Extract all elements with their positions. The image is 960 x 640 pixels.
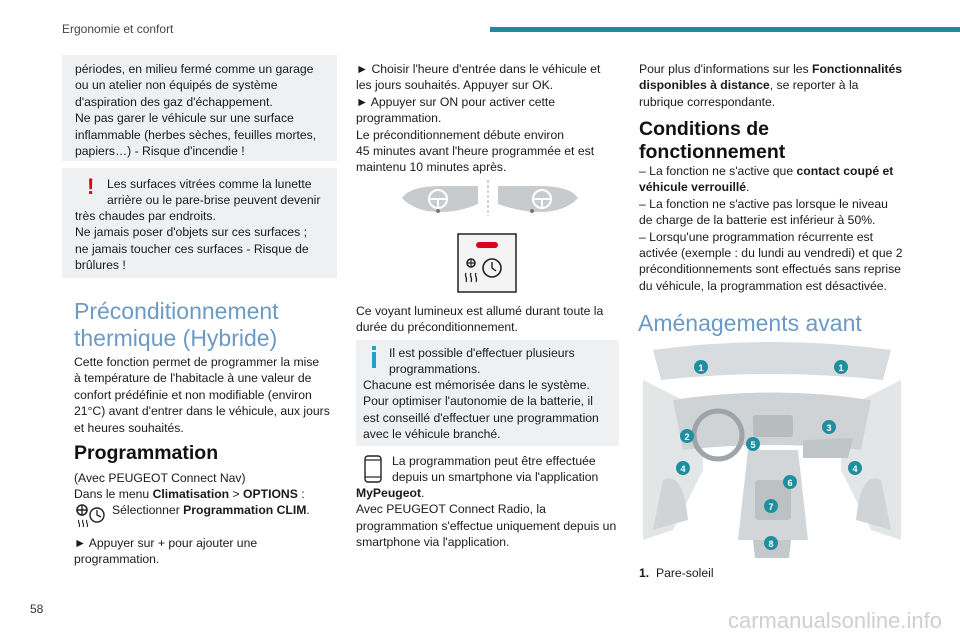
text-line: les jours souhaités. Appuyer sur OK. — [356, 78, 554, 93]
text-line: ► Choisir l'heure d'entrée dans le véhicule et — [356, 62, 601, 76]
callout-badge — [783, 475, 797, 489]
info-text — [363, 377, 617, 443]
text-line: arrière ou le pare-brise peuvent devenir — [107, 193, 321, 208]
text-line: programmation s'effectue uniquement depuis un — [356, 518, 617, 533]
text-line: inflammable (herbes sèches, feuilles mortes, — [75, 127, 317, 142]
text-line: programmations. — [389, 362, 481, 377]
text-line: 45 minutes avant l'heure programmée et est — [356, 144, 595, 159]
callout-badge — [764, 536, 778, 550]
callout-badge — [676, 461, 690, 475]
callout-badge — [834, 360, 848, 374]
info-text-first — [389, 345, 615, 378]
callout-badge — [848, 461, 862, 475]
text-line: confort prédéfinie et non modifiable (environ — [74, 387, 312, 402]
title-line: Préconditionnement — [74, 298, 279, 324]
phone-text-first — [392, 453, 620, 486]
svg-text:8: 8 — [768, 539, 774, 549]
text-line: MyPeugeot. — [356, 486, 425, 500]
indicator-text — [356, 303, 618, 336]
callout-badge — [680, 429, 694, 443]
info-icon — [372, 352, 376, 368]
text-line: Pour plus d'informations sur les Fonctionnalités — [639, 62, 903, 76]
text-line: ou un atelier non équipés de système — [75, 78, 278, 93]
dashboard-illustration — [400, 178, 580, 218]
conditions-text — [639, 163, 907, 294]
text-line: programmation. — [74, 552, 160, 567]
text-line: Il est possible d'effectuer plusieurs — [389, 346, 575, 360]
select-clim-line: Sélectionner Programmation CLIM. — [112, 503, 310, 517]
title-line: thermique (Hybride) — [74, 325, 278, 351]
text-line: Avec PEUGEOT Connect Radio, la — [356, 502, 546, 517]
callout-badge — [822, 420, 836, 434]
callout-badge — [764, 499, 778, 513]
text-line: ► Appuyer sur ON pour activer cette — [356, 94, 556, 109]
text-line: maintenu 10 minutes après. — [356, 160, 507, 175]
text-line: depuis un smartphone via l'application — [392, 470, 599, 485]
clim-program-icon — [74, 502, 108, 528]
svg-text:1: 1 — [698, 363, 704, 373]
preconditioning-indicator-icon — [457, 233, 517, 293]
text-line: smartphone via l'application. — [356, 535, 510, 550]
more-info-text — [639, 61, 904, 110]
text-line: La programmation peut être effectuée — [392, 454, 596, 468]
header-accent-bar — [490, 27, 960, 32]
text-line: brûlures ! — [75, 258, 126, 273]
phone-text — [356, 485, 620, 551]
callout-badge — [694, 360, 708, 374]
text-line: d'aspiration des gaz d'échappement. — [75, 94, 273, 109]
callout-badge — [746, 437, 760, 451]
programmation-text — [74, 470, 339, 503]
callout-badges — [643, 340, 901, 558]
svg-text:4: 4 — [852, 464, 858, 474]
text-line: Pour optimiser l'autonomie de la batterie, il — [363, 394, 593, 409]
text-line: à température de l'habitacle à une valeur de — [74, 371, 312, 386]
text-line: – Lorsqu'une programmation récurrente est — [639, 229, 874, 244]
text-line: Ne jamais poser d'objets sur ces surfaces ; — [75, 225, 307, 240]
text-line: Chacune est mémorisée dans le système. — [363, 378, 590, 392]
text-line: très chaudes par endroits. — [75, 209, 216, 223]
smartphone-icon — [364, 455, 382, 483]
add-programmation-text — [74, 535, 339, 568]
watermark: carmanualsonline.info — [727, 608, 942, 633]
section-title-preconditioning — [74, 298, 279, 352]
intro-paragraph — [74, 354, 339, 436]
text-line: – La fonction ne s'active que contact coupé et — [639, 164, 894, 178]
title-line: fonctionnement — [639, 141, 786, 163]
text-line: Ce voyant lumineux est allumé durant toute la — [356, 304, 604, 318]
text-line: Ne pas garer le véhicule sur une surface — [75, 111, 294, 126]
text-line: ne jamais toucher ces surfaces - Risque de — [75, 241, 309, 256]
text-line: programmation. — [356, 111, 442, 126]
svg-text:1: 1 — [838, 363, 844, 373]
text-line: avec le véhicule branché. — [363, 427, 501, 442]
svg-text:6: 6 — [787, 478, 793, 488]
text-line: préconditionnements sont effectués sans reprise — [639, 262, 901, 277]
title-line: Conditions de — [639, 118, 769, 140]
text-line: du véhicule, la programmation est désactivée. — [639, 278, 887, 293]
text-line: est conseillé d'effectuer une programmation — [363, 410, 599, 425]
text-line: activée (exemple : du lundi au vendredi) et que 2 — [639, 246, 903, 261]
legend-number: 1. — [639, 566, 650, 580]
svg-text:2: 2 — [684, 432, 690, 442]
section-title-amenagements: Aménagements avant — [638, 310, 862, 336]
text-line: Cette fonction permet de programmer la mise — [74, 355, 320, 369]
text-line: (Avec PEUGEOT Connect Nav) — [74, 471, 246, 485]
text-line: – La fonction ne s'active pas lorsque le niveau — [639, 196, 888, 211]
text-line: 21°C) avant d'entrer dans le véhicule, aux jours — [74, 404, 330, 419]
steps-text — [356, 61, 618, 176]
text-line: de charge de la batterie est inférieur à 50%. — [639, 213, 876, 228]
legend-label: Pare-soleil — [655, 566, 714, 580]
warning-continuation-text — [75, 61, 335, 159]
running-header: Ergonomie et confort — [62, 22, 174, 36]
text-line: périodes, en milieu fermé comme un garage — [75, 62, 314, 76]
page-number: 58 — [30, 602, 44, 616]
svg-text:5: 5 — [750, 440, 756, 450]
svg-text:4: 4 — [680, 464, 686, 474]
text-line: et heures souhaités. — [74, 420, 184, 435]
subheading-programmation: Programmation — [74, 442, 219, 464]
text-line: Le préconditionnement débute environ — [356, 127, 565, 142]
text-line: véhicule verrouillé. — [639, 180, 750, 195]
text-line: durée du préconditionnement. — [356, 320, 518, 335]
subheading-conditions — [639, 118, 785, 164]
warning-glass-text-first — [107, 176, 335, 209]
text-line: rubrique correspondante. — [639, 94, 776, 109]
legend-item-1 — [639, 565, 714, 581]
text-line: Dans le menu Climatisation > OPTIONS : — [74, 487, 305, 502]
warning-exclamation-icon: ! — [87, 174, 95, 199]
text-line: papiers…) - Risque d'incendie ! — [75, 144, 245, 159]
text-line: ► Appuyer sur + pour ajouter une — [74, 536, 258, 550]
warning-glass-text — [75, 208, 335, 274]
svg-text:3: 3 — [826, 423, 832, 433]
text-line: Les surfaces vitrées comme la lunette — [107, 177, 312, 191]
text-line: disponibles à distance, se reporter à la — [639, 78, 859, 93]
svg-text:7: 7 — [768, 502, 774, 512]
info-icon-dot — [372, 346, 376, 350]
